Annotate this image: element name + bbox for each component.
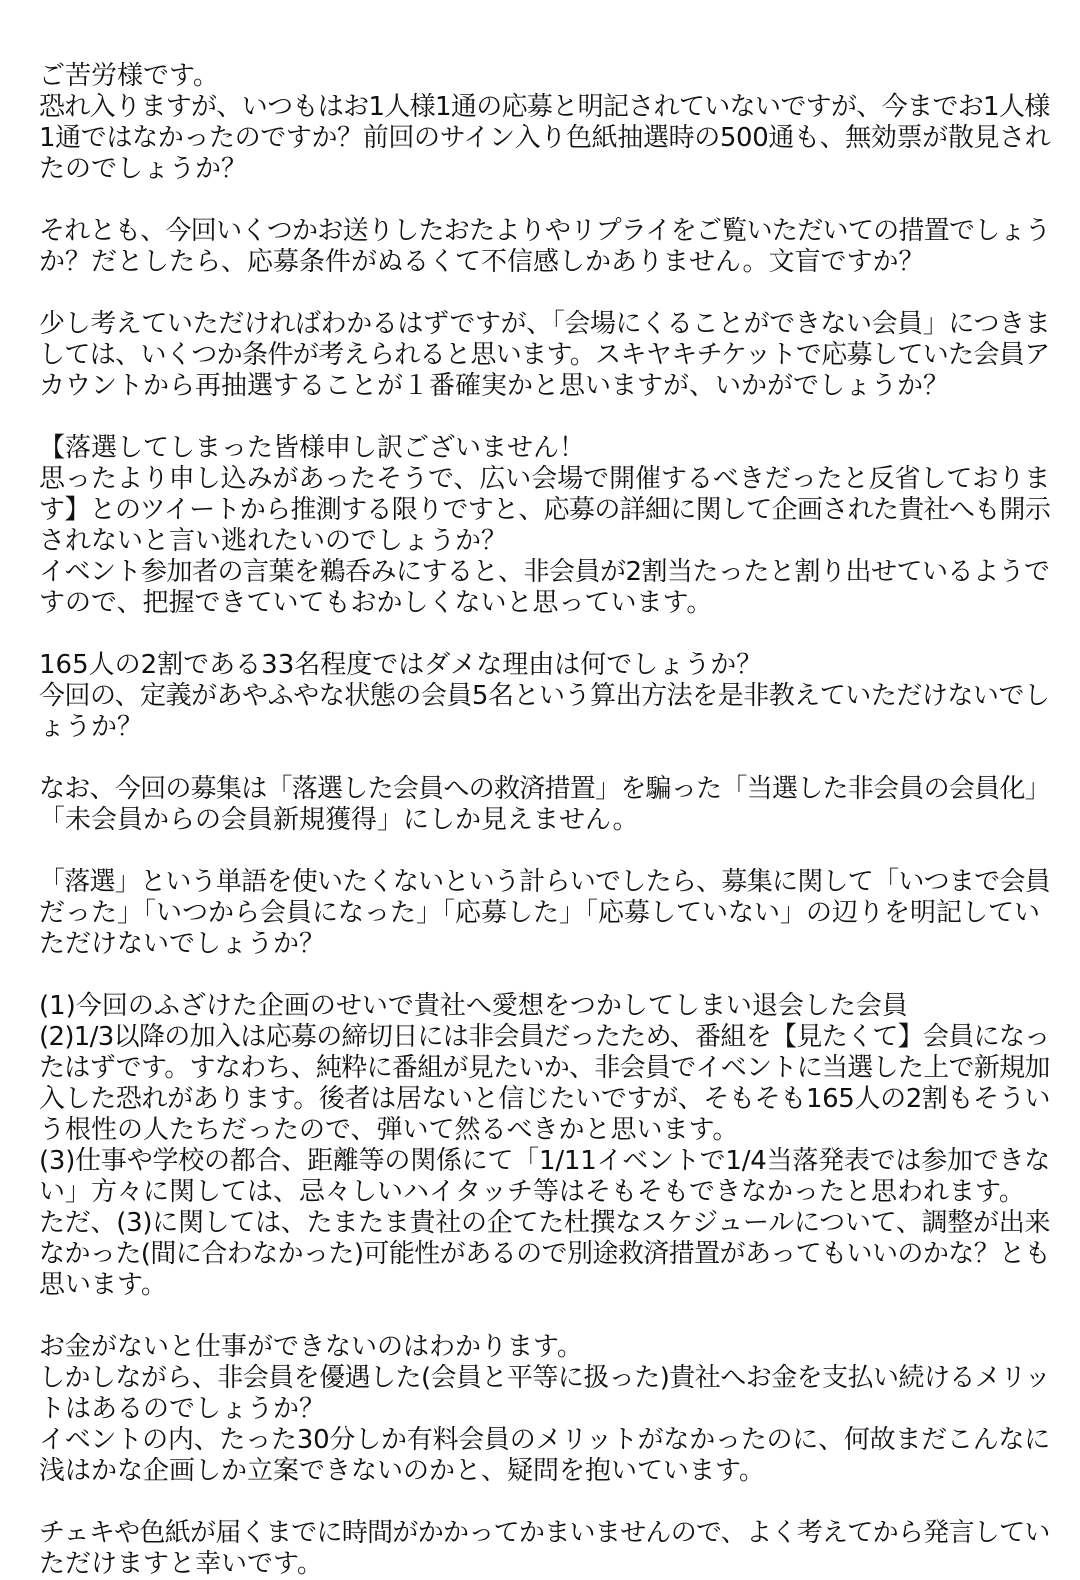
text-line: カウントから再抽選することが１番確実かと思いますが、いかがでしょうか？	[39, 371, 950, 401]
text-line: ただけますと幸いです。	[39, 1549, 323, 1579]
text-line: 1通ではなかったのですか？前回のサイン入り色紙抽選時の500通も、無効票が散見され	[39, 123, 1051, 153]
text-line: 少し考えていただければわかるはずですが、「会場にくることができない会員」につきま	[39, 309, 1051, 339]
paragraph-gap	[39, 619, 1050, 650]
text-line: う根性の人たちだったので、弾いて然るべきかと思います。	[39, 1115, 739, 1145]
text-line: (1)今回のふざけた企画のせいで貴社へ愛想をつかしてしまい退会した会員	[39, 991, 908, 1021]
paragraph-gap	[39, 185, 1050, 216]
text-line: たのでしょうか？	[39, 154, 248, 184]
text-line: なお、今回の募集は「落選した会員への救済措置」を騙った「当選した非会員の会員化」	[39, 774, 1051, 804]
text-line: い」方々に関しては、忌々しいハイタッチ等はそもそもできなかったと思われます。	[39, 1177, 1025, 1207]
paragraph-gap	[39, 1301, 1050, 1332]
paragraph-gap	[39, 1487, 1050, 1518]
text-line: たはずです。すなわち、純粋に番組が見たいか、非会員でイベントに当選した上で新規加	[39, 1053, 1050, 1083]
text-line: ょうか？	[39, 712, 144, 742]
text-line: だった」「いつから会員になった」「応募した」「応募していない」の辺りを明記してい	[39, 898, 1041, 928]
text-line: お金がないと仕事ができないのはわかります。	[39, 1332, 583, 1362]
paragraph-gap	[39, 836, 1050, 867]
text-line: ただけないでしょうか？	[39, 929, 326, 959]
paragraph-gap	[39, 278, 1050, 309]
text-line: か？だとしたら、応募条件がぬるくて不信感しかありません。文盲ですか？	[39, 247, 925, 277]
text-line: 165人の2割である33名程度ではダメな理由は何でしょうか？	[39, 650, 763, 680]
text-line: なかった(間に合わなかった)可能性があるので別途救済措置があってもいいのかな？とも	[39, 1239, 1051, 1269]
paragraph-gap	[39, 743, 1050, 774]
paragraph-gap	[39, 402, 1050, 433]
text-line: イベントの内、たった30分しか有料会員のメリットがなかったのに、何故まだこんなに	[39, 1425, 1051, 1455]
text-line: す】とのツイートから推測する限りですと、応募の詳細に関して企画された貴社へも開示	[39, 495, 1051, 525]
text-line: 今回の、定義があやふやな状態の会員5名という算出方法を是非教えていただけないでし	[39, 681, 1050, 711]
text-line: しかしながら、非会員を優遇した(会員と平等に扱った)貴社へお金を支払い続けるメリッ	[39, 1363, 1051, 1393]
text-line: ご苦労様です。	[39, 61, 219, 91]
text-line: それとも、今回いくつかお送りしたおたよりやリプライをご覧いただいての措置でしょう	[39, 216, 1051, 246]
text-line: 恐れ入りますが、いつもはお1人様1通の応募と明記されていないですが、今までお1人様	[39, 92, 1050, 122]
text-line: 思ったより申し込みがあったそうで、広い会場で開催するべきだったと反省しておりま	[39, 464, 1051, 494]
text-line: チェキや色紙が届くまでに時間がかかってかまいませんので、よく考えてから発言してい	[39, 1518, 1050, 1548]
text-line: されないと言い逃れたいのでしょうか？	[39, 526, 508, 556]
text-line: 「落選」という単語を使いたくないという計らいでしたら、募集に関して「いつまで会員	[39, 867, 1051, 897]
text-line: 浅はかな企画しか立案できないのかと、疑問を抱いています。	[39, 1456, 765, 1486]
text-line: トはあるのでしょうか？	[39, 1394, 326, 1424]
text-line: 思います。	[39, 1270, 167, 1300]
text-line: すので、把握できていてもおかしくないと思っています。	[39, 588, 713, 618]
text-line: しては、いくつか条件が考えられると思います。スキヤキチケットで応募していた会員ア	[39, 340, 1050, 370]
text-line: (3)仕事や学校の都合、距離等の関係にて「1/11イベントで1/4当落発表では参加できな	[39, 1146, 1051, 1176]
paragraph-gap	[39, 960, 1050, 991]
text-line: 【落選してしまった皆様申し訳ございません！	[39, 433, 586, 463]
text-line: (2)1/3以降の加入は応募の締切日には非会員だったため、番組を【見たくて】会員になっ	[39, 1022, 1050, 1052]
text-line: ただ、(3)に関しては、たまたま貴社の企てた杜撰なスケジュールについて、調整が出来	[39, 1208, 1051, 1238]
text-line: 入した恐れがあります。後者は居ないと信じたいですが、そもそも165人の2割もそうい	[39, 1084, 1051, 1114]
text-line: 「未会員からの会員新規獲得」にしか見えません。	[39, 805, 639, 835]
text-line: イベント参加者の言葉を鵜呑みにすると、非会員が2割当たったと割り出せているようで	[39, 557, 1050, 587]
